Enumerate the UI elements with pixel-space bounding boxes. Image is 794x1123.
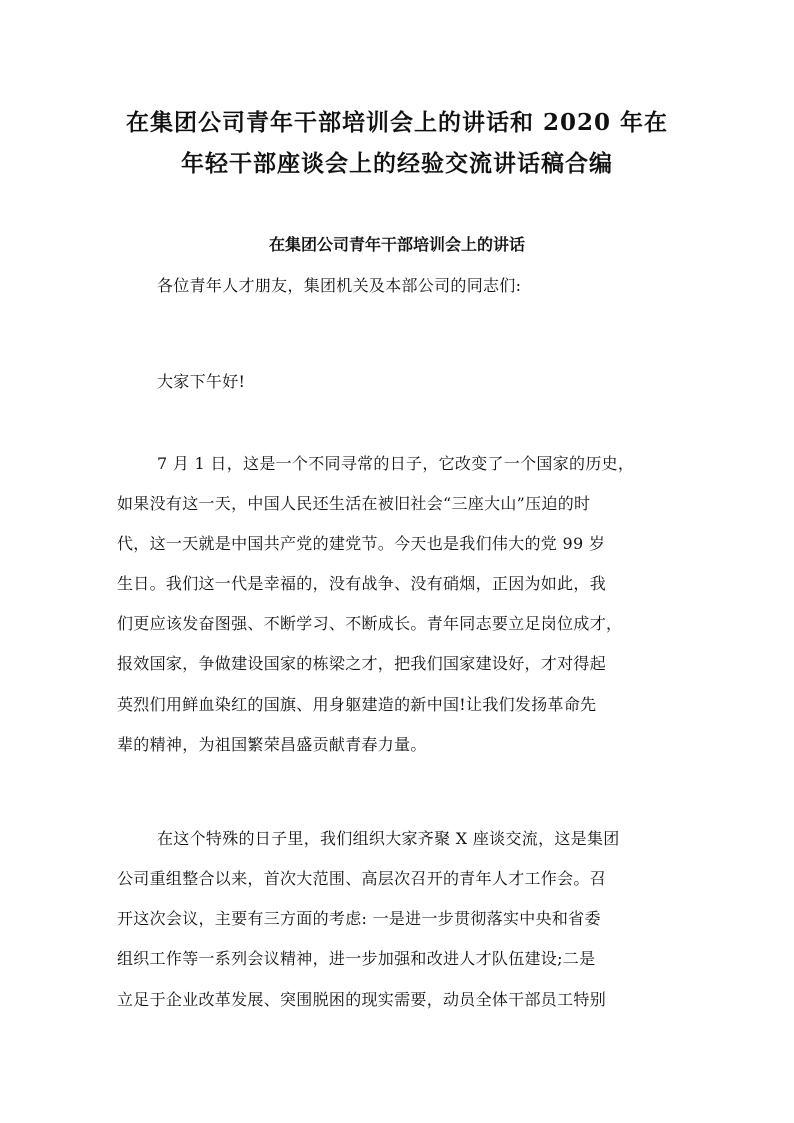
paragraph-1-line: 代，这一天就是中国共产党的建党节。今天也是我们伟大的党 99 岁: [117, 534, 606, 553]
paragraph-1-line: 辈的精神，为祖国繁荣昌盛贡献青春力量。: [117, 735, 427, 754]
document-title-line-2: 年轻干部座谈会上的经验交流讲话稿合编: [181, 150, 613, 177]
paragraph-1-line: 们更应该发奋图强、不断学习、不断成长。青年同志要立足岗位成才，: [117, 614, 623, 633]
paragraph-1-line: 生日。我们这一代是幸福的，没有战争、没有硝烟，正因为如此，我: [117, 574, 607, 593]
paragraph-2-line: 组织工作等一系列会议精神，进一步加强和改进人才队伍建设;二是: [117, 949, 596, 968]
paragraph-2-line: 在这个特殊的日子里，我们组织大家齐聚 X 座谈交流，这是集团: [157, 829, 620, 848]
salutation: 各位青年人才朋友，集团机关及本部公司的同志们:: [157, 276, 522, 295]
section-title: 在集团公司青年干部培训会上的讲话: [268, 235, 525, 254]
paragraph-2-line: 公司重组整合以来，首次大范围、高层次召开的青年人才工作会。召: [117, 869, 607, 888]
paragraph-1-line: 如果没有这一天，中国人民还生活在被旧社会“三座大山”压迫的时: [117, 494, 591, 513]
paragraph-2-line: 开这次会议，主要有三方面的考虑: 一是进一步贯彻落实中央和省委: [117, 909, 601, 928]
paragraph-1-line: 英烈们用鲜血染红的国旗、用身躯建造的新中国!让我们发扬革命先: [117, 695, 597, 714]
paragraph-1-line: 7 月 1 日，这是一个不同寻常的日子，它改变了一个国家的历史，: [157, 454, 635, 473]
paragraph-2-line: 立足于企业改革发展、突围脱困的现实需要，动员全体干部员工特别: [117, 990, 607, 1009]
greeting: 大家下午好!: [157, 372, 246, 391]
document-title-line-1: 在集团公司青年干部培训会上的讲话和 2020 年在: [125, 109, 669, 136]
paragraph-1-line: 报效国家，争做建设国家的栋梁之才，把我们国家建设好，才对得起: [117, 654, 607, 673]
